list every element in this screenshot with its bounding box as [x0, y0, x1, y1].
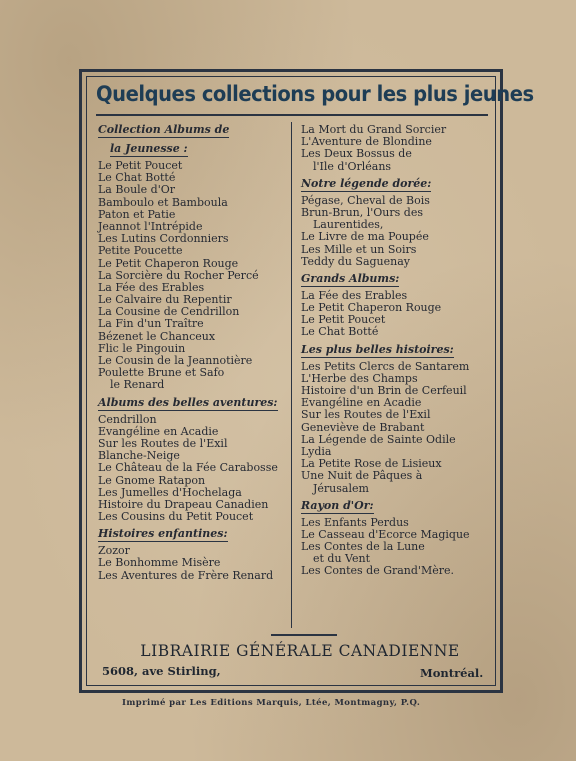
bottom-rule [271, 634, 337, 636]
section-heading: Collection Albums de [98, 123, 230, 136]
title-list-item: Histoire d'un Brin de Cerfeuil [301, 384, 467, 397]
title-list-item: Le Petit Poucet [98, 159, 183, 172]
title-list-item: Le Chat Botté [301, 325, 379, 339]
title-list-item: Evangéline en Acadie [98, 424, 219, 438]
title-list-item: Blanche-Neige [98, 449, 180, 463]
title-list-item: Le Petit Chaperon Rouge [301, 301, 442, 315]
right-column [301, 124, 491, 578]
title-list-item: Le Casseau d'Ecorce Magique [301, 527, 470, 541]
section-heading: Les plus belles histoires: [301, 342, 454, 356]
title-list-item: Lydia [301, 444, 332, 458]
page-title: Quelques collections pour les plus jeunes [96, 82, 534, 106]
title-list-item: Cendrillon [98, 412, 157, 426]
title-list-item: Le Petit Chaperon Rouge [98, 256, 239, 270]
title-list-item: Teddy du Saguenay [301, 254, 410, 268]
title-list-item: La Sorcière du Rocher Percé [98, 268, 259, 282]
section-heading: Rayon d'Or: [301, 498, 374, 512]
title-list-item: Les Contes de Grand'Mère. [301, 564, 454, 578]
title-list-item: L'Aventure de Blondine [301, 135, 432, 149]
title-list-item: Jérusalem [313, 481, 369, 495]
title-list-item: Les Jumelles d'Hochelaga [98, 485, 242, 499]
title-list-item: La Petite Rose de Lisieux [301, 457, 442, 471]
title-list-item: Les Contes de la Lune [301, 540, 425, 554]
publisher-city: Montréal. [420, 666, 484, 680]
publisher-address: 5608, ave Stirling, [102, 664, 221, 678]
title-list-item: Le Petit Poucet [301, 313, 386, 327]
title-list-item: et du Vent [313, 552, 370, 566]
title-list-item: La Fée des Erables [98, 280, 205, 294]
title-list-item: Les Enfants Perdus [301, 515, 409, 529]
title-list-item: Bamboulo et Bamboula [98, 195, 228, 209]
title-list-item: Sur les Routes de l'Exil [98, 436, 228, 450]
title-list-item: Laurentides, [313, 218, 384, 232]
title-list-item: Le Château de la Fée Carabosse [98, 461, 278, 475]
title-rule [96, 114, 488, 116]
title-list-item: Le Livre de ma Poupée [301, 230, 429, 244]
column-divider [291, 122, 292, 628]
title-list-item: Sur les Routes de l'Exil [301, 408, 431, 422]
title-list-item: Flic le Pingouin [98, 341, 186, 355]
section-heading: la Jeunesse : [110, 142, 188, 155]
title-list-item: Les Lutins Cordonniers [98, 232, 229, 246]
title-list-item: La Fin d'un Traître [98, 317, 204, 331]
title-list-item: La Légende de Sainte Odile [301, 432, 456, 446]
printer-imprint: Imprimé par Les Editions Marquis, Ltée, Montmagny, P.Q. [122, 698, 421, 708]
title-list-item: Jeannot l'Intrépide [98, 219, 203, 233]
title-list-item: Petite Poucette [98, 244, 183, 258]
section-heading: Histoires enfantines: [98, 527, 228, 541]
publisher-name: LIBRAIRIE GÉNÉRALE CANADIENNE [140, 642, 460, 660]
title-list-item: La Cousine de Cendrillon [98, 305, 240, 319]
title-list-item: Bézenet le Chanceux [98, 329, 216, 343]
title-list-item: Les Mille et un Soirs [301, 242, 417, 256]
title-list-item: Les Deux Bossus de [301, 147, 412, 161]
title-list-item: Les Petits Clercs de Santarem [301, 359, 470, 373]
title-list-item: l'Ile d'Orléans [313, 159, 392, 173]
title-list-item: Geneviève de Brabant [301, 420, 425, 434]
title-list-item: Le Gnome Ratapon [98, 473, 206, 487]
section-heading: Grands Albums: [301, 271, 400, 285]
left-column [98, 124, 286, 582]
title-list-item: Pégase, Cheval de Bois [301, 193, 430, 207]
title-list-item: La Boule d'Or [98, 183, 176, 197]
section-heading: Notre légende dorée: [301, 176, 432, 190]
title-list-item: Le Bonhomme Misère [98, 556, 221, 570]
title-list-item: Histoire du Drapeau Canadien [98, 497, 269, 511]
section-heading: Albums des belles aventures: [98, 395, 278, 409]
title-list-item: Poulette Brune et Safo [98, 366, 225, 380]
title-list-item: Le Calvaire du Repentir [98, 293, 232, 307]
title-list-item: le Renard [110, 378, 165, 392]
title-list-item: Paton et Patie [98, 207, 176, 221]
title-list-item: Une Nuit de Pâques à [301, 469, 423, 483]
title-list-item: Les Cousins du Petit Poucet [98, 510, 254, 524]
title-list-item: Brun-Brun, l'Ours des [301, 205, 423, 219]
title-list-item: La Mort du Grand Sorcier [301, 123, 447, 136]
title-list-item: Zozor [98, 544, 130, 558]
title-list-item: La Fée des Erables [301, 288, 408, 302]
title-list-item: Les Aventures de Frère Renard [98, 568, 274, 582]
title-list-item: Le Chat Botté [98, 171, 176, 185]
title-list-item: Evangéline en Acadie [301, 396, 422, 410]
title-list-item: L'Herbe des Champs [301, 371, 418, 385]
title-list-item: Le Cousin de la Jeannotière [98, 354, 253, 367]
